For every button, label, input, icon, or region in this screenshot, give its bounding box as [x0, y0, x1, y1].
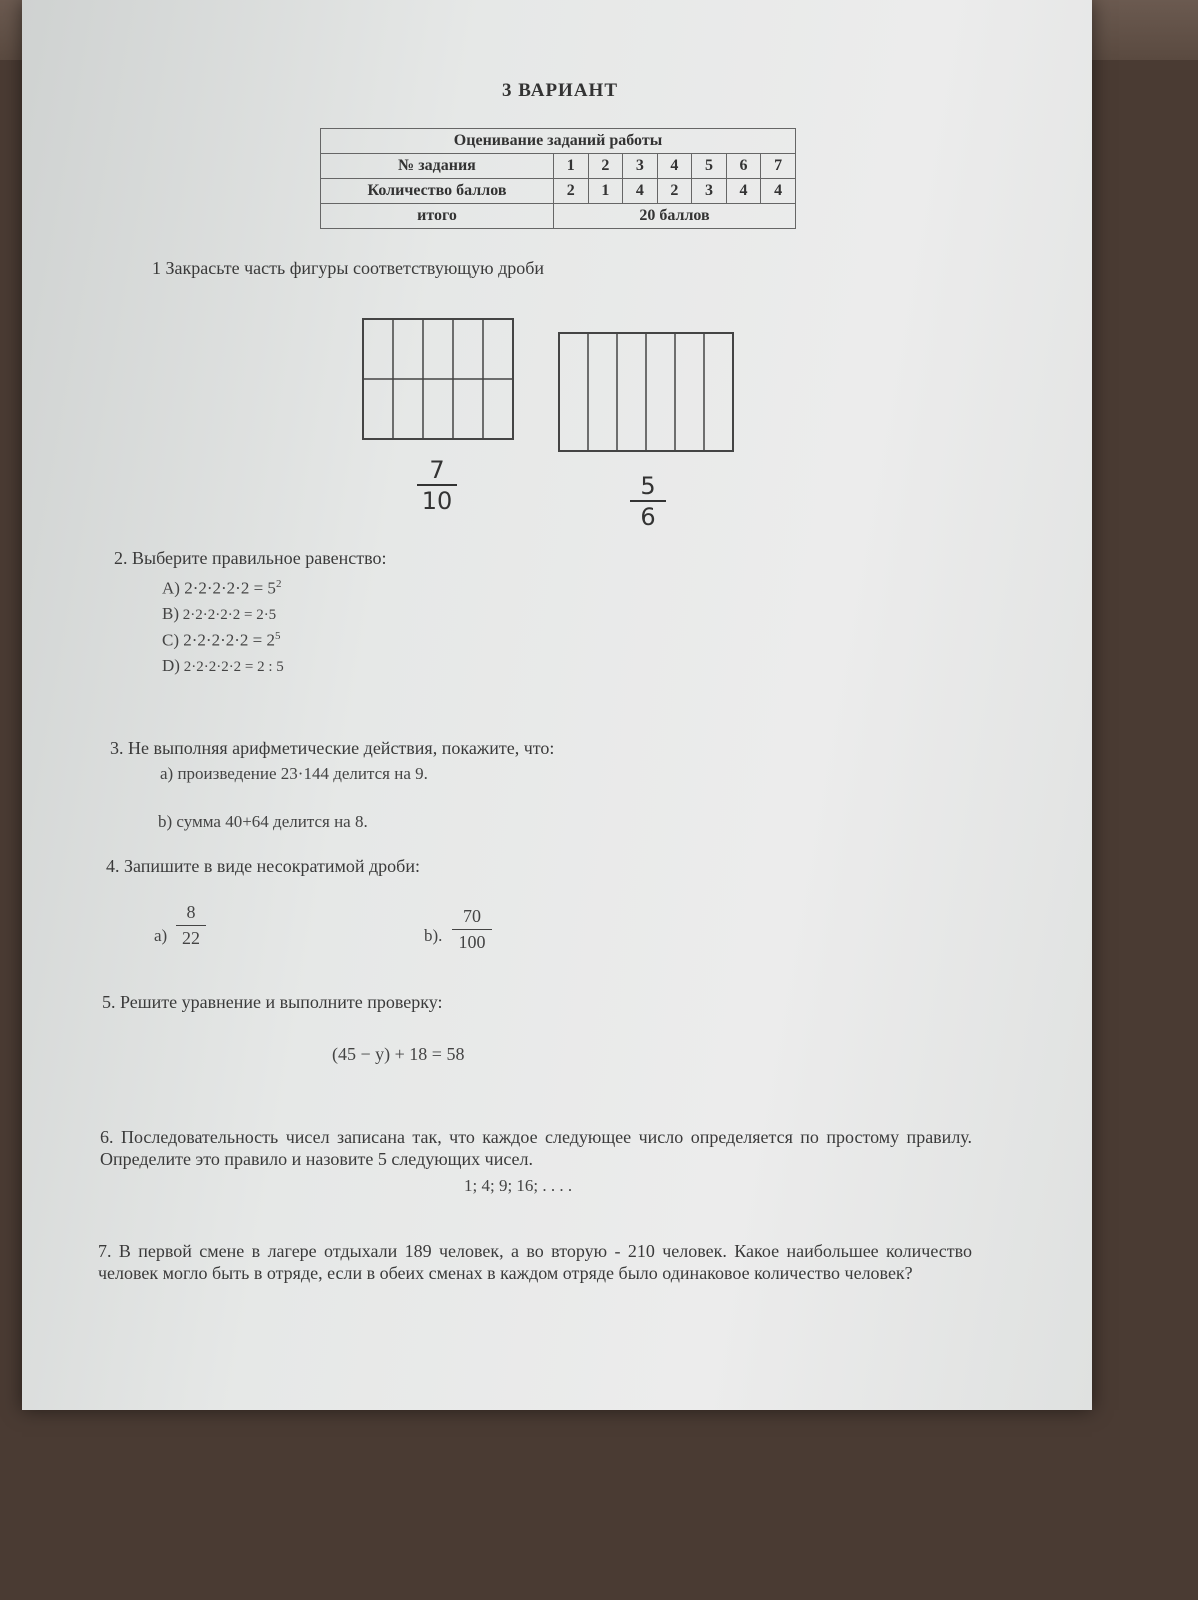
worksheet-page — [22, 0, 1092, 1410]
option-expression: 2·2·2·2·2 = 2 — [183, 630, 275, 650]
question-4-b-label: b). — [424, 926, 443, 945]
option-c — [162, 630, 280, 651]
task-number-cell: 5 — [692, 154, 727, 179]
figure-6-parts — [558, 332, 734, 452]
fraction-70-100 — [452, 906, 492, 953]
task-number-cell: 4 — [657, 154, 692, 179]
option-label: C) — [162, 630, 179, 650]
question-4-text: 4. Запишите в виде несократимой дроби: — [106, 856, 420, 876]
score-table-total-row — [321, 204, 796, 229]
score-table-tasks-row — [321, 154, 796, 179]
task-number-cell: 3 — [623, 154, 658, 179]
option-b — [162, 604, 276, 624]
fraction-denominator: 6 — [640, 503, 656, 531]
score-table — [320, 128, 796, 229]
question-3-text: 3. Не выполняя арифметические действия, покажите, что: — [110, 738, 555, 758]
page-title: 3 ВАРИАНТ — [502, 80, 619, 101]
task-number-cell: 2 — [588, 154, 623, 179]
points-cell: 3 — [692, 179, 727, 204]
task-number-cell: 6 — [726, 154, 761, 179]
fraction-numerator: 7 — [417, 456, 457, 486]
option-a — [162, 578, 281, 599]
option-d — [162, 656, 284, 676]
question-5-text: 5. Решите уравнение и выполните проверку: — [102, 992, 443, 1012]
question-4-a-label: a) — [154, 926, 168, 945]
equation: (45 − y) + 18 = 58 — [332, 1044, 465, 1064]
question-3-part-b: b) сумма 40+64 делится на 8. — [158, 812, 368, 831]
question-2-text: 2. Выберите правильное равенство: — [114, 548, 387, 568]
option-exponent: 5 — [274, 630, 281, 642]
question-6-text: 6. Последовательность чисел записана так, что каждое следующее число определяется по простому правилу. Определите это правило и назовите 5 следующих чисел. — [100, 1127, 972, 1169]
total-value: 20 баллов — [554, 204, 796, 229]
fraction-8-22 — [176, 902, 206, 949]
score-table-points-row — [321, 179, 796, 204]
fraction-denominator: 10 — [421, 487, 453, 515]
option-label: D) — [162, 656, 180, 675]
points-cell: 4 — [623, 179, 658, 204]
fraction-5-6 — [630, 472, 666, 532]
option-label: A) — [162, 578, 180, 598]
option-label: B) — [162, 604, 179, 623]
option-expression: 2·2·2·2·2 = 2·5 — [182, 607, 277, 623]
points-cell: 1 — [588, 179, 623, 204]
number-sequence: 1; 4; 9; 16; . . . . — [464, 1176, 573, 1195]
fraction-7-10 — [417, 456, 457, 516]
fraction-numerator: 70 — [452, 906, 492, 930]
points-cell: 4 — [726, 179, 761, 204]
task-number-label: № задания — [321, 154, 554, 179]
option-expression: 2·2·2·2·2 = 2 : 5 — [183, 659, 284, 675]
task-number-cell: 1 — [554, 154, 589, 179]
fraction-numerator: 5 — [630, 472, 666, 502]
points-cell: 2 — [554, 179, 589, 204]
question-1-text: 1 Закрасьте часть фигуры соответствующую дроби — [152, 258, 545, 278]
figure-10-parts — [362, 318, 514, 440]
score-table-heading: Оценивание заданий работы — [321, 129, 796, 154]
question-3-part-a: a) произведение 23·144 делится на 9. — [160, 764, 428, 783]
points-cell: 2 — [657, 179, 692, 204]
question-7-text: 7. В первой смене в лагере отдыхали 189 человек, а во вторую - 210 человек. Какое наибольшее количество человек могло быть в отряде, если в обеих сменах в каждом отряде было одинаковое количество человек? — [98, 1241, 972, 1283]
points-cell: 4 — [761, 179, 796, 204]
points-label: Количество баллов — [321, 179, 554, 204]
option-exponent: 2 — [275, 578, 282, 590]
total-label: итого — [321, 204, 554, 229]
fraction-denominator: 100 — [458, 932, 486, 952]
fraction-denominator: 22 — [182, 928, 200, 948]
fraction-numerator: 8 — [176, 902, 206, 926]
option-expression: 2·2·2·2·2 = 5 — [184, 578, 276, 598]
task-number-cell: 7 — [761, 154, 796, 179]
score-table-heading-row — [321, 129, 796, 154]
